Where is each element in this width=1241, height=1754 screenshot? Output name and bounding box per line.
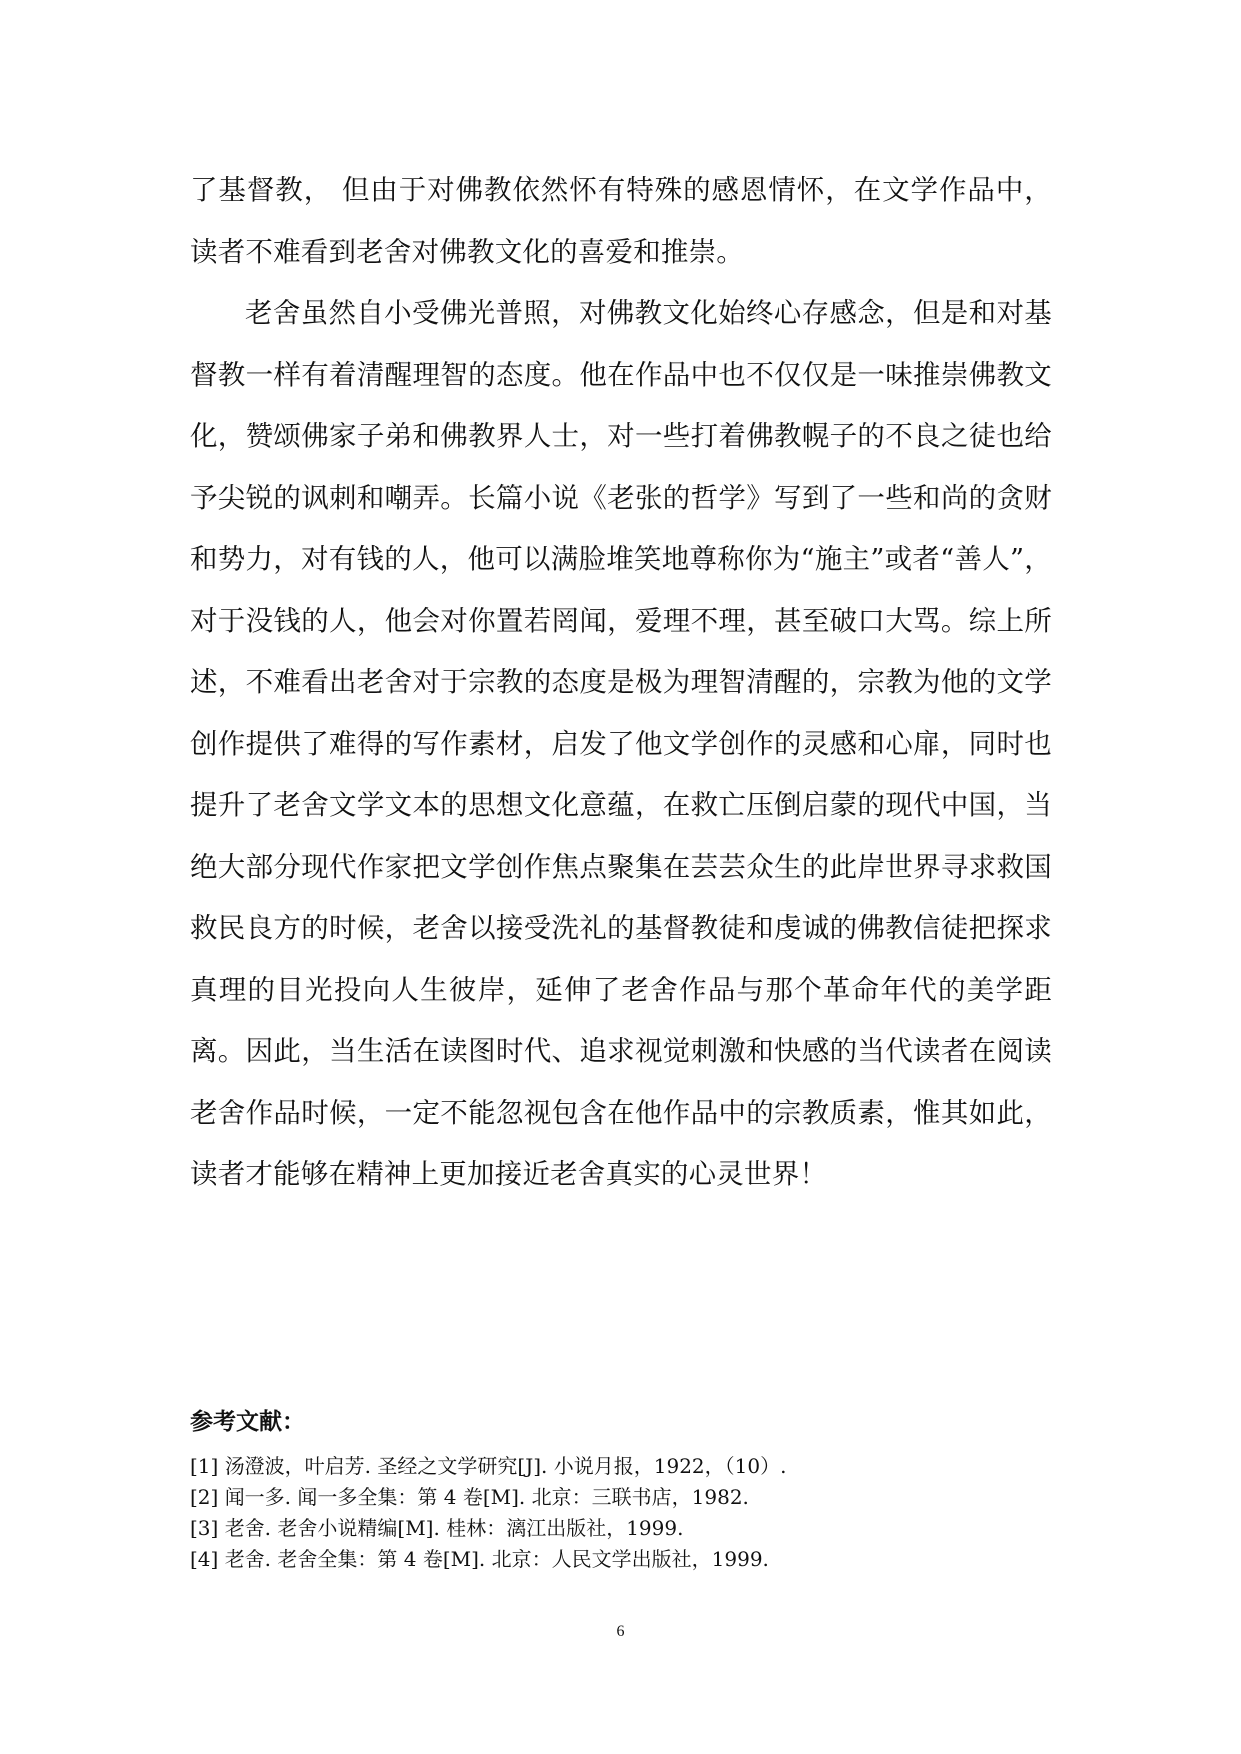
references-title: 参考文献：: [190, 1409, 305, 1435]
reference-item: [4] 老舍. 老舍全集：第 4 卷[M]. 北京：人民文学出版社，1999.: [190, 1547, 769, 1571]
reference-list: [190, 1451, 1052, 1575]
paragraph-religion-attitude: 老舍虽然自小受佛光普照，对佛教文化始终心存感念，但是和对基督教一样有着清醒理智的态度。他在作品中也不仅仅是一味推崇佛教文化，赞颂佛家子弟和佛教界人士，对一些打着佛教幌子的不良之徒也给予尖锐的讽刺和嘲弄。长篇小说《老张的哲学》写到了一些和尚的贪财和势力，对有钱的人，他可以满脸堆笑地尊称你为“施主”或者“善人”，对于没钱的人，他会对你置若罔闻，爱理不理，甚至破口大骂。综上所述，不难看出老舍对于宗教的态度是极为理智清醒的，宗教为他的文学创作提供了难得的写作素材，启发了他文学创作的灵感和心扉，同时也提升了老舍文学文本的思想文化意蕴，在救亡压倒启蒙的现代中国，当绝大部分现代作家把文学创作焦点聚集在芸芸众生的此岸世界寻求救国救民良方的时候，老舍以接受洗礼的基督教徒和虔诚的佛教信徒把探求真理的目光投向人生彼岸，延伸了老舍作品与那个革命年代的美学距离。因此，当生活在读图时代、追求视觉刺激和快感的当代读者在阅读老舍作品时候，一定不能忽视包含在他作品中的宗教质素，惟其如此，读者才能够在精神上更加接近老舍真实的心灵世界！: [190, 297, 1052, 1190]
references-section: [190, 1407, 1052, 1575]
reference-item: [2] 闻一多. 闻一多全集：第 4 卷[M]. 北京：三联书店，1982.: [190, 1485, 749, 1509]
page-number: 6: [616, 1623, 625, 1640]
body-text: [190, 160, 1052, 1206]
paragraph-continuation: 了基督教， 但由于对佛教依然怀有特殊的感恩情怀，在文学作品中，读者不难看到老舍对佛教文化的喜爱和推崇。: [190, 174, 1052, 268]
reference-item: [3] 老舍. 老舍小说精编[M]. 桂林：漓江出版社，1999.: [190, 1516, 684, 1540]
reference-item: [1] 汤澄波，叶启芳. 圣经之文学研究[J]. 小说月报，1922，（10）.: [190, 1454, 787, 1478]
